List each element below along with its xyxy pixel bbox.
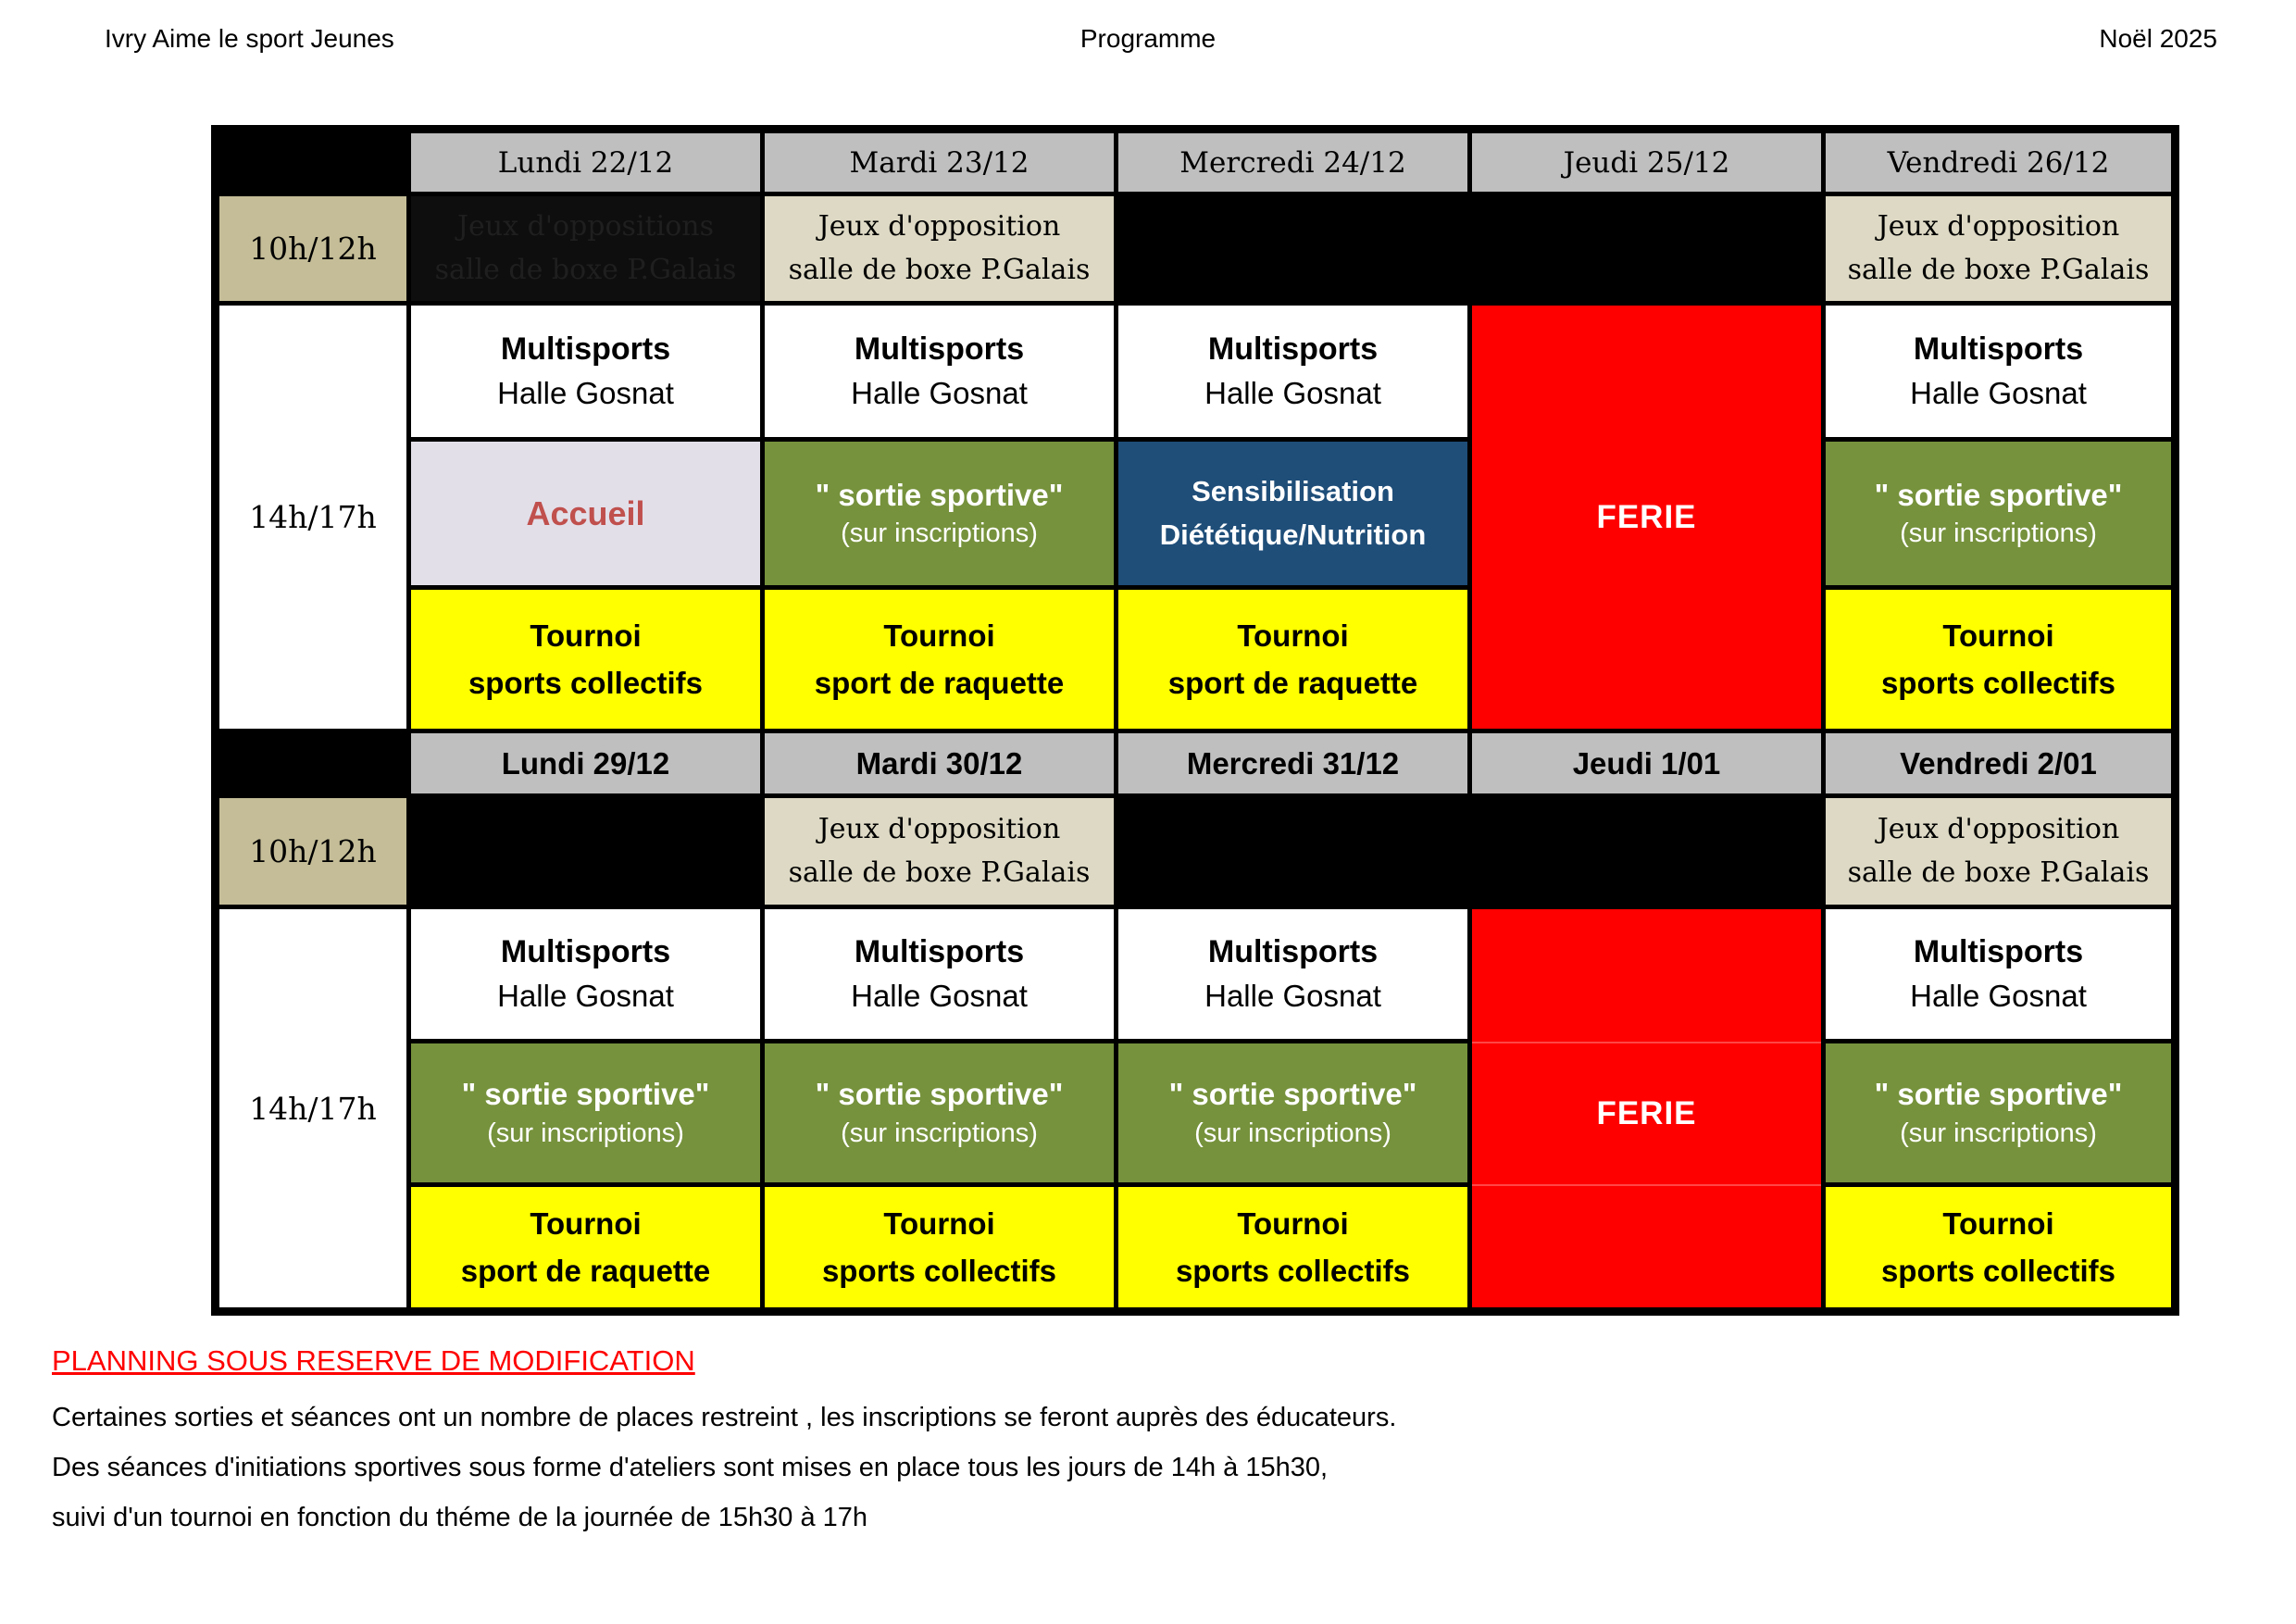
schedule-table xyxy=(211,125,2179,1316)
week2-jeudi-morning-cell xyxy=(1470,796,1824,907)
ferie-label: FERIE xyxy=(1596,1094,1697,1131)
week2-vendredi-morning-cell xyxy=(1824,796,2176,907)
week2-mercredi-multisports xyxy=(1117,907,1470,1042)
week1-mardi-multisports xyxy=(763,304,1117,440)
cell-line: (sur inscriptions) xyxy=(1900,518,2097,549)
cell-line: Halle Gosnat xyxy=(1204,978,1381,1013)
cell-line: sports collectifs xyxy=(1880,1254,2116,1288)
cell-line: Tournoi xyxy=(883,1206,995,1241)
week2-lundi-sortie xyxy=(409,1042,763,1185)
week1-day-jeudi: Jeudi 25/12 xyxy=(1470,130,1824,194)
week2-mercredi-sortie xyxy=(1117,1042,1470,1185)
week1-mercredi-morning-cell xyxy=(1117,194,1470,304)
cell-line: Jeux d'opposition xyxy=(1877,813,2120,845)
note-line-1: Certaines sorties et séances ont un nombre de places restreint , les inscriptions se feront auprès des éducateurs. xyxy=(52,1403,1397,1432)
ferie-segment-bottom xyxy=(1472,1186,1821,1307)
cell-line: Multisports xyxy=(854,934,1025,970)
cell-line: Diététique/Nutrition xyxy=(1159,518,1427,551)
week1-header-row xyxy=(216,130,2176,194)
planning-warning: PLANNING SOUS RESERVE DE MODIFICATION xyxy=(52,1344,695,1377)
cell-line: Halle Gosnat xyxy=(851,978,1028,1013)
week1-morning-time: 10h/12h xyxy=(216,194,409,304)
week2-vendredi-multisports xyxy=(1824,907,2176,1042)
cell-line: Jeux d'opposition xyxy=(1877,210,2120,243)
cell-line: " sortie sportive" xyxy=(815,1077,1064,1112)
week1-afternoon-time: 14h/17h xyxy=(216,304,409,731)
cell-line: Tournoi xyxy=(530,1206,642,1241)
cell-line: Multisports xyxy=(500,331,671,368)
footer-notes xyxy=(52,1344,1396,1543)
week2-lundi-multisports xyxy=(409,907,763,1042)
week2-day-mercredi: Mercredi 31/12 xyxy=(1117,731,1470,796)
note-line-3: suivi d'un tournoi en fonction du théme de la journée de 15h30 à 17h xyxy=(52,1503,868,1532)
cell-line: Tournoi xyxy=(1942,618,2054,653)
week1-lundi-multisports xyxy=(409,304,763,440)
ferie-stack xyxy=(1472,909,1821,1307)
week2-day-mardi: Mardi 30/12 xyxy=(763,731,1117,796)
week1-vendredi-morning-cell xyxy=(1824,194,2176,304)
week1-activity-row xyxy=(216,440,2176,588)
week1-mardi-sortie xyxy=(763,440,1117,588)
week1-mercredi-multisports xyxy=(1117,304,1470,440)
week2-day-vendredi: Vendredi 2/01 xyxy=(1824,731,2176,796)
week1-lundi-tournoi xyxy=(409,588,763,731)
week2-mardi-morning-cell xyxy=(763,796,1117,907)
cell-line: Tournoi xyxy=(1237,618,1349,653)
cell-line: (sur inscriptions) xyxy=(1194,1118,1391,1148)
cell-line: salle de boxe P.Galais xyxy=(788,856,1091,889)
note-line-2: Des séances d'initiations sportives sous forme d'ateliers sont mises en place tous les jours de 14h à 15h30, xyxy=(52,1453,1329,1482)
week1-jeudi-ferie-cell: FERIE xyxy=(1470,304,1824,731)
week1-morning-row xyxy=(216,194,2176,304)
week2-mardi-multisports xyxy=(763,907,1117,1042)
week1-vendredi-multisports xyxy=(1824,304,2176,440)
week2-lundi-morning-cell xyxy=(409,796,763,907)
cell-line: Multisports xyxy=(1913,331,2084,368)
week1-mercredi-sensibilisation xyxy=(1117,440,1470,588)
cell-line: " sortie sportive" xyxy=(1168,1077,1417,1112)
title-bar xyxy=(0,24,2296,61)
cell-line: Tournoi xyxy=(883,618,995,653)
week1-multisports-row xyxy=(216,304,2176,440)
week2-mercredi-morning-cell xyxy=(1117,796,1470,907)
week1-vendredi-tournoi xyxy=(1824,588,2176,731)
week1-lundi-accueil: Accueil xyxy=(409,440,763,588)
week2-corner-cell xyxy=(216,731,409,796)
cell-line: Multisports xyxy=(854,331,1025,368)
ferie-segment-middle xyxy=(1472,1042,1821,1186)
cell-line: Multisports xyxy=(1207,934,1379,970)
cell-line: salle de boxe P.Galais xyxy=(788,253,1091,286)
cell-line: sports collectifs xyxy=(468,666,704,700)
week1-tournoi-row xyxy=(216,588,2176,731)
cell-line: (sur inscriptions) xyxy=(841,1118,1038,1148)
cell-line: (sur inscriptions) xyxy=(487,1118,684,1148)
cell-line: Jeux d'oppositions xyxy=(457,210,714,243)
cell-line: Halle Gosnat xyxy=(497,978,674,1013)
week2-header-row xyxy=(216,731,2176,796)
week1-day-mercredi: Mercredi 24/12 xyxy=(1117,130,1470,194)
doc-title-left: Ivry Aime le sport Jeunes xyxy=(105,24,394,53)
week2-jeudi-ferie-cell xyxy=(1470,907,1824,1312)
week1-day-mardi: Mardi 23/12 xyxy=(763,130,1117,194)
cell-line: sports collectifs xyxy=(821,1254,1057,1288)
week2-mardi-tournoi xyxy=(763,1185,1117,1312)
cell-line: sport de raquette xyxy=(1167,666,1418,700)
cell-line: Halle Gosnat xyxy=(1910,978,2087,1013)
week2-tournoi-row xyxy=(216,1185,2176,1312)
cell-line: " sortie sportive" xyxy=(461,1077,710,1112)
cell-line: Halle Gosnat xyxy=(1204,375,1381,410)
cell-line: sport de raquette xyxy=(460,1254,711,1288)
cell-line: Tournoi xyxy=(1942,1206,2054,1241)
week2-mardi-sortie xyxy=(763,1042,1117,1185)
week1-mardi-tournoi xyxy=(763,588,1117,731)
week1-mardi-morning-cell xyxy=(763,194,1117,304)
week2-afternoon-time: 14h/17h xyxy=(216,907,409,1312)
cell-line: (sur inscriptions) xyxy=(841,518,1038,549)
doc-title-center: Programme xyxy=(1079,24,1217,53)
week1-vendredi-sortie xyxy=(1824,440,2176,588)
week1-jeudi-morning-cell xyxy=(1470,194,1824,304)
cell-line: Halle Gosnat xyxy=(497,375,674,410)
cell-line: " sortie sportive" xyxy=(815,477,1064,512)
week2-vendredi-tournoi xyxy=(1824,1185,2176,1312)
cell-line: Jeux d'opposition xyxy=(817,210,1061,243)
cell-line: sports collectifs xyxy=(1880,666,2116,700)
cell-line: Tournoi xyxy=(530,618,642,653)
cell-line: salle de boxe P.Galais xyxy=(1847,856,2150,889)
week2-day-lundi: Lundi 29/12 xyxy=(409,731,763,796)
cell-line: " sortie sportive" xyxy=(1874,1077,2123,1112)
cell-line: salle de boxe P.Galais xyxy=(434,253,737,286)
week2-mercredi-tournoi xyxy=(1117,1185,1470,1312)
cell-line: Tournoi xyxy=(1237,1206,1349,1241)
ferie-segment-top xyxy=(1472,909,1821,1042)
cell-line: (sur inscriptions) xyxy=(1900,1118,2097,1148)
cell-line: Halle Gosnat xyxy=(1910,375,2087,410)
cell-line: Sensibilisation xyxy=(1192,475,1394,507)
week1-corner-cell xyxy=(216,130,409,194)
week2-vendredi-sortie xyxy=(1824,1042,2176,1185)
week1-day-lundi: Lundi 22/12 xyxy=(409,130,763,194)
cell-line: Jeux d'opposition xyxy=(817,813,1061,845)
cell-line: sports collectifs xyxy=(1175,1254,1411,1288)
cell-line: Multisports xyxy=(1207,331,1379,368)
cell-line: " sortie sportive" xyxy=(1874,477,2123,512)
cell-line: Multisports xyxy=(500,934,671,970)
week1-day-vendredi: Vendredi 26/12 xyxy=(1824,130,2176,194)
week2-day-jeudi: Jeudi 1/01 xyxy=(1470,731,1824,796)
cell-line: Halle Gosnat xyxy=(851,375,1028,410)
cell-line: salle de boxe P.Galais xyxy=(1847,253,2150,286)
week2-activity-row xyxy=(216,1042,2176,1185)
cell-line: sport de raquette xyxy=(814,666,1065,700)
week2-morning-row xyxy=(216,796,2176,907)
week1-mercredi-tournoi xyxy=(1117,588,1470,731)
week2-multisports-row xyxy=(216,907,2176,1042)
doc-title-right: Noël 2025 xyxy=(2099,24,2217,53)
cell-line: Multisports xyxy=(1913,934,2084,970)
week1-lundi-morning-cell xyxy=(409,194,763,304)
week2-lundi-tournoi xyxy=(409,1185,763,1312)
week2-morning-time: 10h/12h xyxy=(216,796,409,907)
